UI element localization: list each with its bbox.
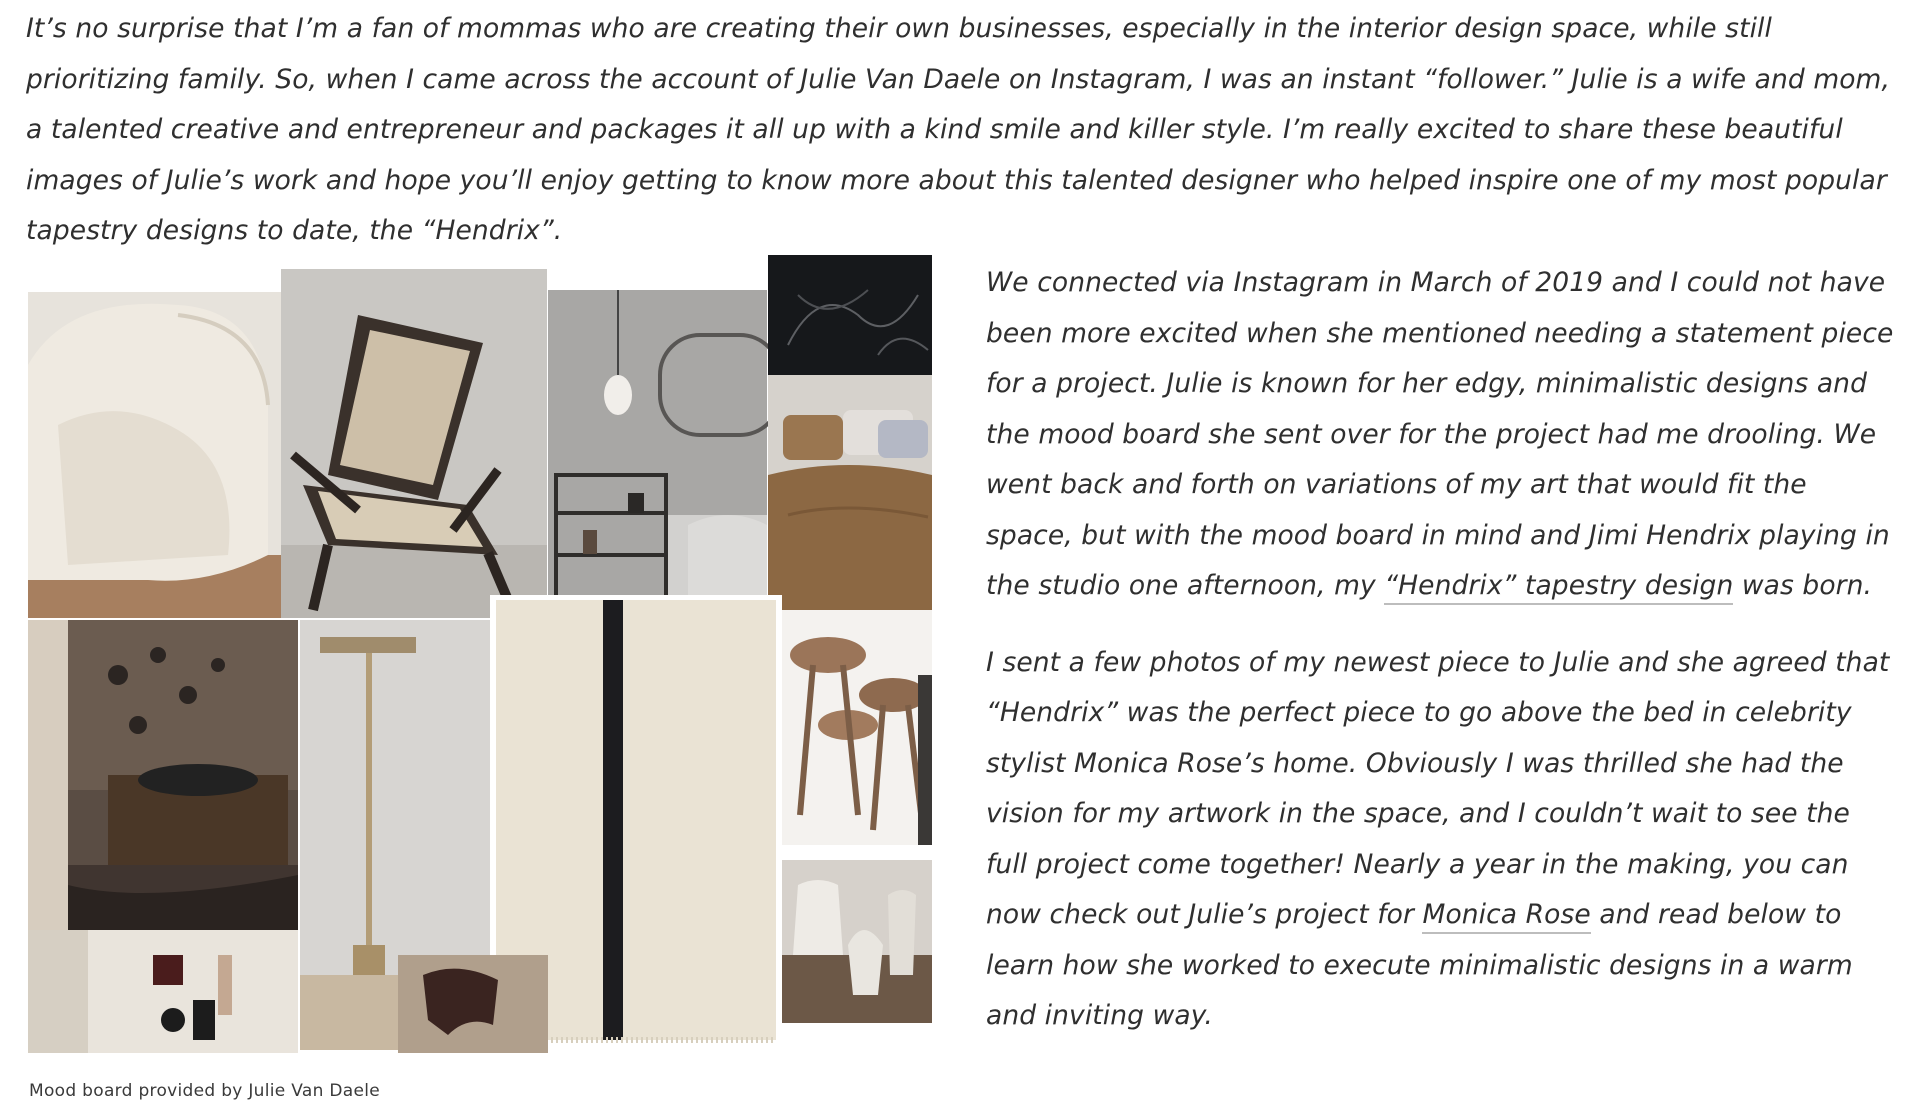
image-caption: Mood board provided by Julie Van Daele bbox=[29, 1081, 381, 1101]
intro-paragraph bbox=[26, 4, 1896, 257]
paragraph1-text-end: was born. bbox=[1733, 570, 1873, 601]
intro-text: It’s no surprise that I’m a fan of mommas who are creating their own businesses, especially in the interior design space, while still prioritizing family. So, when I came across the account of Julie Van Daele on Instagram, I was an instant “follower.” Julie is a wife and mom, a talented creative and entrepreneur and packages it all up with a kind smile and killer style. I’m really excited to share these beautiful images of Julie’s work and hope you’ll enjoy getting to know more about this talented designer who helped inspire one of my most popular tapestry designs to date, the “Hendrix”. bbox=[26, 13, 1890, 246]
brown-abstract-photo bbox=[398, 955, 548, 1053]
interior-shelf-photo bbox=[548, 290, 780, 618]
cane-chair-photo bbox=[281, 269, 547, 618]
paragraph2-text: I sent a few photos of my newest piece to Julie and she agreed that “Hendrix” was the perfect piece to go above the bed in celebrity stylist Monica Rose’s home. Obviously I was thrilled she had the vision for my artwork in the space, and I couldn’t wait to see the full project come together! Nearly a year in the making, you can now check out Julie’s project for bbox=[986, 646, 1890, 930]
bedroom-linen-photo bbox=[768, 375, 932, 618]
living-room-table-photo bbox=[28, 620, 298, 930]
paragraph1-text: We connected via Instagram in March of 2019 and I could not have been more excited when she mentioned needing a statement piece for a project. Julie is known for her edgy, minimalistic designs and the mood board she sent over for the project had me drooling. We went back and forth on variations of my art that would fit the space, but with the mood board in mind and Jimi Hendrix playing in the studio one afternoon, my bbox=[986, 267, 1894, 601]
boucle-chair-photo bbox=[28, 292, 282, 618]
hendrix-tapestry-link[interactable]: “Hendrix” tapestry design bbox=[1384, 570, 1733, 605]
wooden-stools-photo bbox=[782, 610, 932, 845]
paragraph-instagram-connection bbox=[986, 258, 1898, 612]
paragraph-monica-rose bbox=[986, 638, 1898, 1042]
abstract-print-photo bbox=[28, 930, 298, 1053]
mood-board-image bbox=[28, 255, 932, 1053]
black-abstract-art-photo bbox=[768, 255, 932, 375]
ceramic-vases-photo bbox=[782, 860, 932, 1023]
monica-rose-link[interactable]: Monica Rose bbox=[1422, 899, 1590, 934]
paragraph2-text-end: and read below to learn how she worked to execute minimalistic designs in a warm and inviting way. bbox=[986, 899, 1853, 1031]
right-column bbox=[986, 258, 1898, 1068]
